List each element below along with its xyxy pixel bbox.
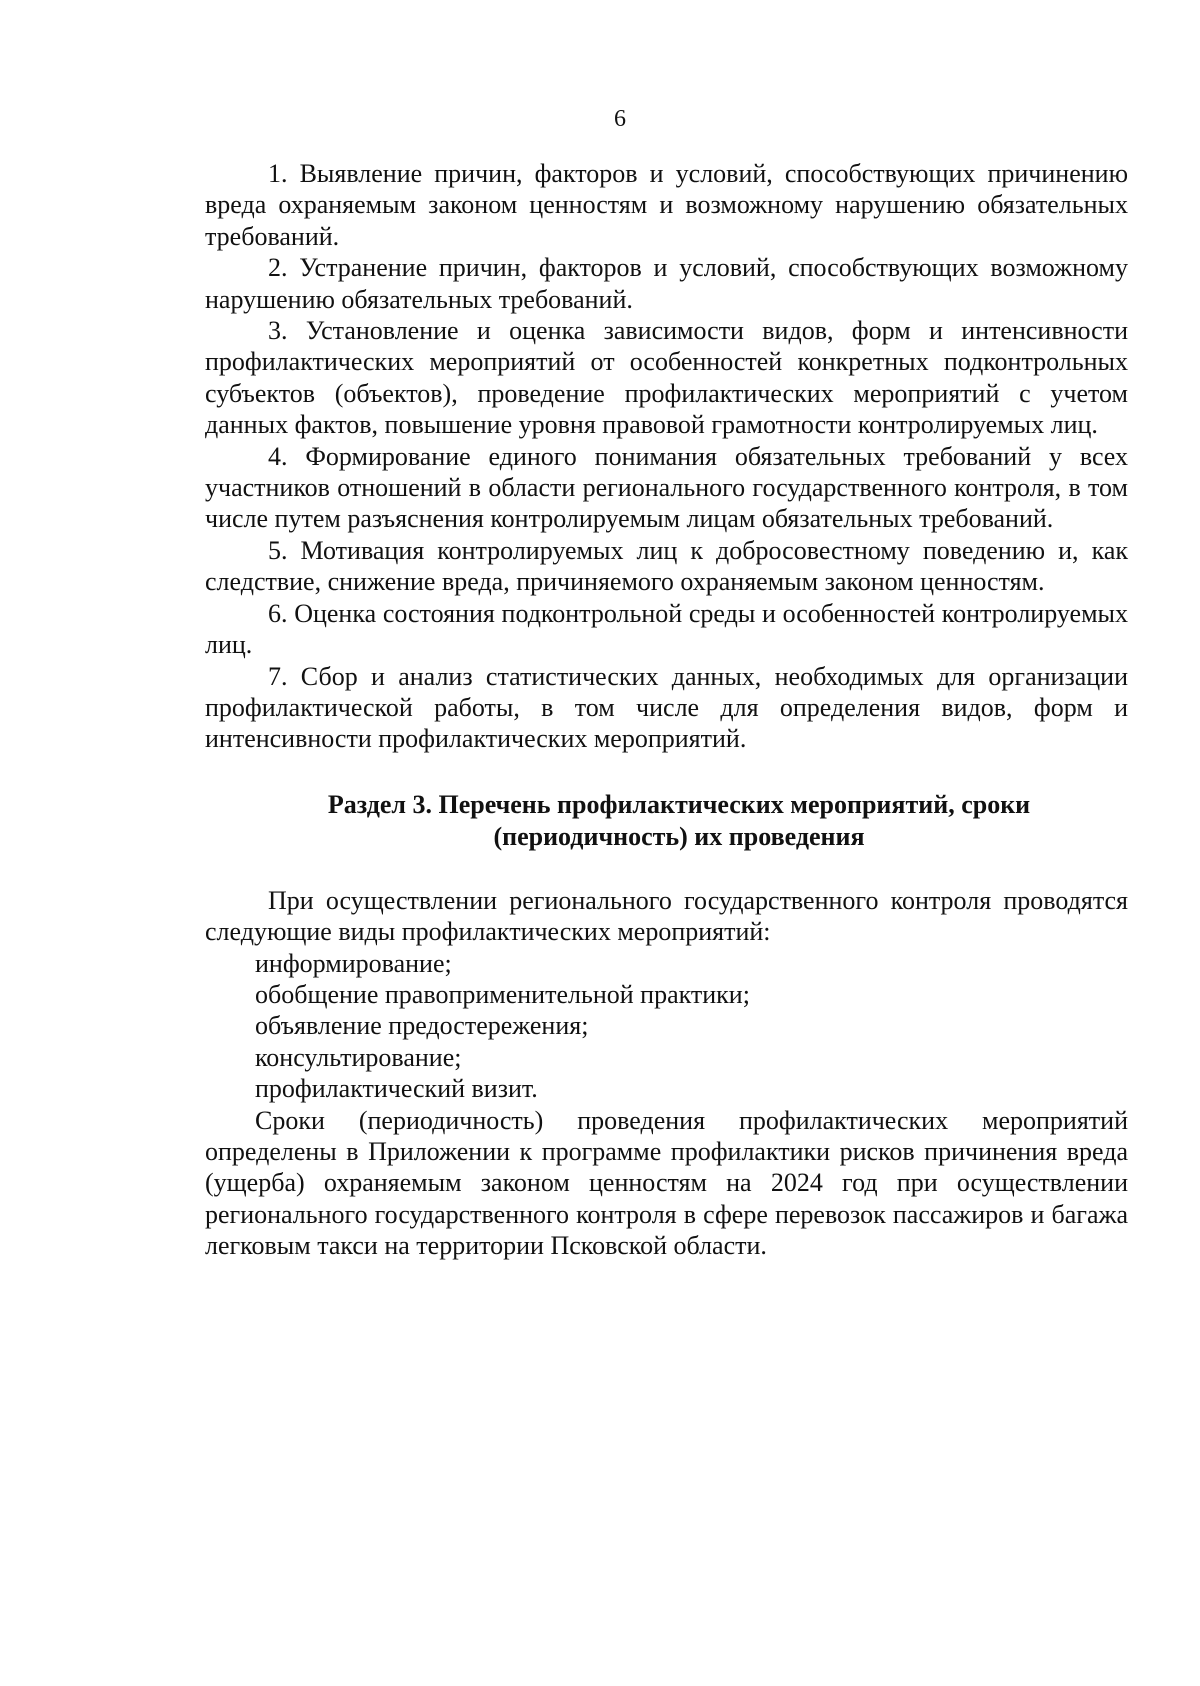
list-item: обобщение правоприменительной практики; <box>255 979 750 1009</box>
document-body <box>205 158 1128 1262</box>
paragraph-2: 2. Устранение причин, факторов и условий, способствующих возможному нарушению обязательных требований. <box>205 253 1128 314</box>
page-number: 6 <box>614 106 626 132</box>
section-heading <box>205 789 1128 853</box>
list-item: профилактический визит. <box>255 1074 538 1104</box>
section-intro: При осуществлении регионального государственного контроля проводятся следующие виды профилактических мероприятий: <box>205 885 1128 947</box>
paragraph-5: 5. Мотивация контролируемых лиц к добросовестному поведению и, как следствие, снижение вреда, причиняемого охраняемым законом ценностям. <box>205 535 1128 597</box>
paragraph-3: 3. Установление и оценка зависимости видов, форм и интенсивности профилактических мероприятий от особенностей конкретных подконтрольных субъектов (объектов), проведение профилактических мероприятий с учетом данных фактов, повышение уровня правовой грамотности контролируемых лиц. <box>205 316 1128 440</box>
section-title-line-2: (периодичность) их проведения <box>493 821 865 851</box>
paragraph-1: 1. Выявление причин, факторов и условий, способствующих причинению вреда охраняемым законом ценностям и возможному нарушению обязательных требований. <box>205 159 1128 251</box>
section-title-line-1: Раздел 3. Перечень профилактических мероприятий, сроки <box>327 789 1031 819</box>
paragraph-4: 4. Формирование единого понимания обязательных требований у всех участников отношений в области регионального государственного контроля, в том числе путем разъяснения контролируемым лицам обязательных требований. <box>205 441 1128 534</box>
list-item: информирование; <box>255 948 452 978</box>
paragraph-6: 6. Оценка состояния подконтрольной среды и особенностей контролируемых лиц. <box>205 598 1128 660</box>
prevention-measures-list <box>205 948 1128 1105</box>
list-item: консультирование; <box>255 1042 462 1072</box>
section-closing: Сроки (периодичность) проведения профилактических мероприятий определены в Приложении к программе профилактики рисков причинения вреда (ущерба) охраняемым законом ценностям на 2024 год при осуществлении регионального государственного контроля в сфере перевозок пассажиров и багажа легковым такси на территории Псковской области. <box>205 1105 1128 1261</box>
list-item: объявление предостережения; <box>255 1011 589 1041</box>
paragraph-7: 7. Сбор и анализ статистических данных, необходимых для организации профилактической работы, в том числе для определения видов, форм и интенсивности профилактических мероприятий. <box>205 661 1128 754</box>
